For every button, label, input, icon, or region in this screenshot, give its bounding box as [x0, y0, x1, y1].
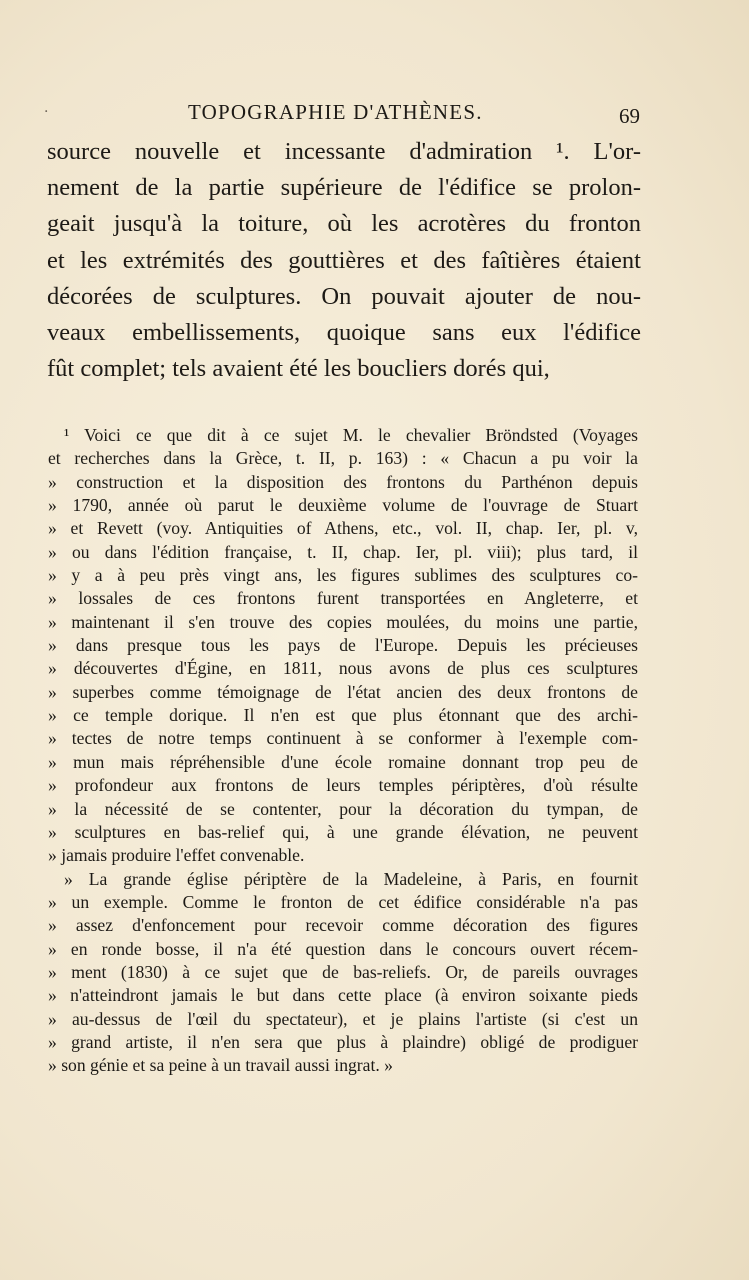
footnote-line: » au-dessus de l'œil du spectateur), et je plains l'artiste (si c'est un	[48, 1008, 638, 1029]
footnote-line: » tectes de notre temps continuent à se conformer à l'exemple com-	[48, 728, 638, 749]
page-header	[0, 100, 749, 130]
footnote-line: » un exemple. Comme le fronton de cet édifice considérable n'a pas	[48, 891, 638, 912]
page-number: 69	[619, 104, 640, 128]
footnote-line: ¹ Voici ce que dit à ce sujet M. le chevalier Bröndsted (Voyages	[64, 425, 638, 445]
footnote-line: » profondeur aux frontons de leurs temples périptères, d'où résulte	[48, 775, 638, 796]
footnote-line: » maintenant il s'en trouve des copies moulées, du moins une partie,	[48, 611, 638, 632]
footnote-line: » 1790, année où parut le deuxième volume de l'ouvrage de Stuart	[48, 495, 638, 516]
body-line: veaux embellissements, quoique sans eux l'édifice	[47, 319, 641, 347]
footnote-line: » sculptures en bas-relief qui, à une grande élévation, ne peuvent	[48, 821, 638, 842]
paper-speck: ·	[44, 104, 49, 120]
footnote-line: » la nécessité de se contenter, pour la décoration du tympan, de	[48, 798, 638, 819]
footnote-line: et recherches dans la Grèce, t. II, p. 163) : « Chacun a pu voir la	[48, 448, 638, 469]
footnote-line: » lossales de ces frontons furent transportées en Angleterre, et	[48, 588, 638, 609]
body-line: et les extrémités des gouttières et des faîtières étaient	[47, 246, 641, 274]
footnote-block	[48, 424, 638, 1078]
footnote-line: » y a à peu près vingt ans, les figures sublimes des sculptures co-	[48, 565, 638, 586]
footnote-line: » ou dans l'édition française, t. II, chap. Ier, pl. viii); plus tard, il	[48, 541, 638, 562]
footnote-line: » assez d'enfoncement pour recevoir comme décoration des figures	[48, 915, 638, 936]
footnote-line: » superbes comme témoignage de l'état ancien des deux frontons de	[48, 681, 638, 702]
footnote-line: » La grande église périptère de la Madeleine, à Paris, en fournit	[64, 868, 638, 889]
footnote-line: » ce temple dorique. Il n'en est que plus étonnant que des archi-	[48, 705, 638, 726]
main-text	[47, 134, 641, 387]
footnote-line: » dans presque tous les pays de l'Europe. Depuis les précieuses	[48, 635, 638, 656]
running-title: TOPOGRAPHIE D'ATHÈNES.	[188, 100, 483, 124]
body-line: fût complet; tels avaient été les boucliers dorés qui,	[47, 355, 550, 383]
footnote-line: » n'atteindront jamais le but dans cette place (à environ soixante pieds	[48, 985, 638, 1006]
footnote-line: » découvertes d'Égine, en 1811, nous avons de plus ces sculptures	[48, 658, 638, 679]
body-line: geait jusqu'à la toiture, où les acrotères du fronton	[47, 210, 641, 238]
footnote-line: » en ronde bosse, il n'a été question dans le concours ouvert récem-	[48, 938, 638, 959]
footnote-line: » construction et la disposition des frontons du Parthénon depuis	[48, 471, 638, 492]
footnote-line: » son génie et sa peine à un travail aussi ingrat. »	[48, 1055, 393, 1076]
footnote-line: » grand artiste, il n'en sera que plus à plaindre) obligé de prodiguer	[48, 1031, 638, 1052]
body-line: nement de la partie supérieure de l'édifice se prolon-	[47, 174, 641, 202]
footnote-line: » mun mais répréhensible d'une école romaine donnant trop peu de	[48, 751, 638, 772]
footnote-line: » jamais produire l'effet convenable.	[48, 845, 305, 866]
body-line: décorées de sculptures. On pouvait ajouter de nou-	[47, 282, 641, 310]
body-line: source nouvelle et incessante d'admiration ¹. L'or-	[47, 138, 641, 165]
footnote-line: » et Revett (voy. Antiquities of Athens, etc., vol. II, chap. Ier, pl. v,	[48, 518, 638, 539]
footnote-line: » ment (1830) à ce sujet que de bas-reliefs. Or, de pareils ouvrages	[48, 961, 638, 982]
